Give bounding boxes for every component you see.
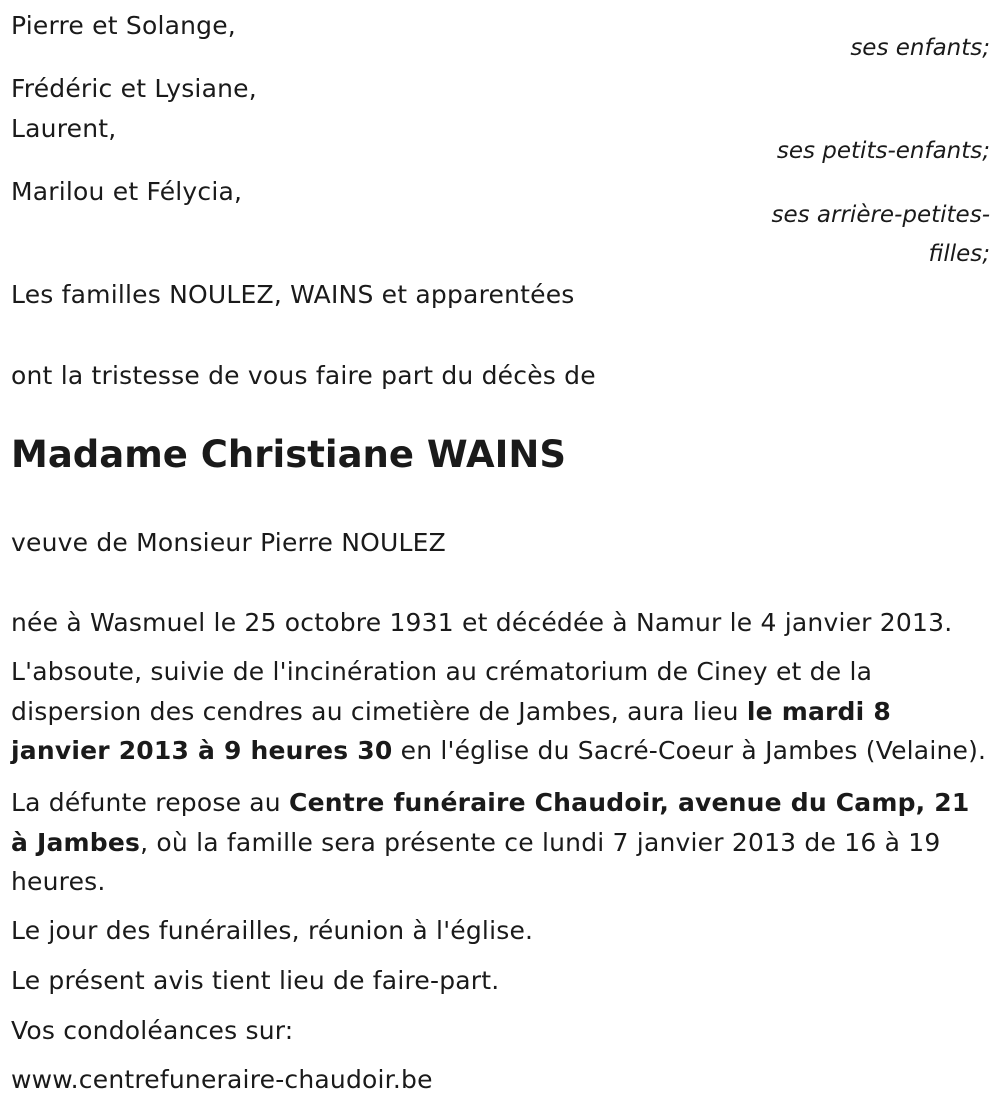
birth-death: née à Wasmuel le 25 octobre 1931 et décédée à Namur le 4 janvier 2013. [11,608,953,637]
visitation-location: Centre funéraire Chaudoir, avenue du Camp, 21 à Jambes [11,788,970,857]
visitation-text-after: , où la famille sera présente ce lundi 7 janvier 2013 de 16 à 19 heures. [11,827,941,896]
children-role: ses enfants; [850,35,990,61]
grandchildren-role: ses petits-enfants; [776,138,990,164]
funeral-day-note: Le jour des funérailles, réunion à l'église. [11,916,534,945]
visitation-text-before: La défunte repose au [11,788,290,817]
greatgrandchildren-role-2: filles; [928,241,990,267]
ceremony-paragraph [11,652,991,771]
visitation-paragraph [11,783,991,902]
families-line: Les familles NOULEZ, WAINS et apparentées [11,280,575,309]
grandchildren-names-2: Laurent, [11,114,117,143]
children-names: Pierre et Solange, [11,11,236,40]
condolences-label: Vos condoléances sur: [11,1016,294,1045]
notice-note: Le présent avis tient lieu de faire-part. [11,966,500,995]
deceased-name: Madame Christiane WAINS [11,433,567,476]
announcement-intro: ont la tristesse de vous faire part du décès de [11,361,596,390]
website-link[interactable]: www.centrefuneraire-chaudoir.be [11,1065,433,1094]
ceremony-text-before: L'absoute, suivie de l'incinération au crématorium de Ciney et de la dispersion des cendres au cimetière de Jambes, aura lieu [11,657,873,726]
greatgrandchildren-names: Marilou et Félycia, [11,177,243,206]
ceremony-text-after: en l'église du Sacré-Coeur à Jambes (Velaine). [392,736,987,765]
widow-of: veuve de Monsieur Pierre NOULEZ [11,528,446,557]
ceremony-date: le mardi 8 janvier 2013 à 9 heures 30 [11,696,891,765]
greatgrandchildren-role-1: ses arrière-petites- [771,202,990,228]
grandchildren-names-1: Frédéric et Lysiane, [11,74,257,103]
